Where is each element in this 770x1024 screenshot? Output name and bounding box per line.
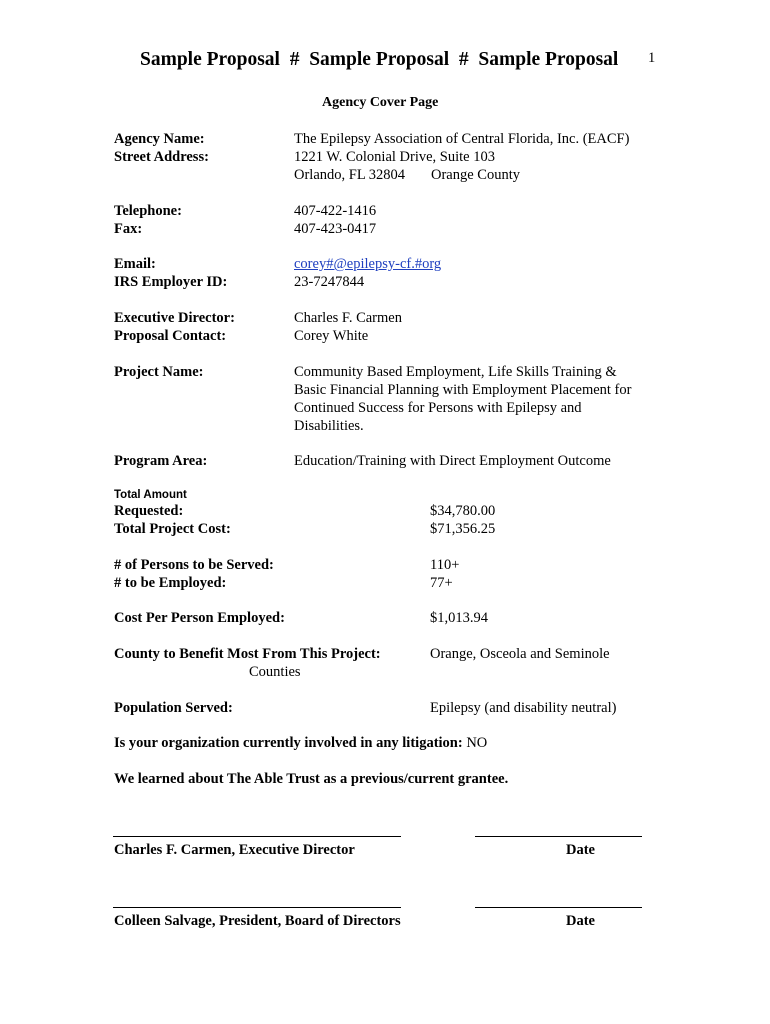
population-served-value: Epilepsy (and disability neutral) <box>430 700 617 716</box>
fax-value: 407-423-0417 <box>294 221 377 237</box>
to-be-employed-label: # to be Employed: <box>114 575 227 591</box>
county-benefit-label: County to Benefit Most From This Project: <box>114 646 381 662</box>
to-be-employed-value: 77+ <box>430 575 453 591</box>
litigation-answer: NO <box>462 735 488 751</box>
fax-label: Fax: <box>114 221 143 237</box>
project-name-line: Community Based Employment, Life Skills Training & <box>294 364 617 380</box>
learned-statement: We learned about The Able Trust as a previous/current grantee. <box>114 771 509 787</box>
project-name-line: Basic Financial Planning with Employment Placement for <box>294 382 632 398</box>
project-name-line: Continued Success for Persons with Epilepsy and <box>294 400 582 416</box>
signature-name: Charles F. Carmen, Executive Director <box>114 842 355 858</box>
requested-value: $34,780.00 <box>430 503 496 519</box>
total-project-cost-label: Total Project Cost: <box>114 521 231 537</box>
cost-per-person-value: $1,013.94 <box>430 610 488 626</box>
total-amount-label: Total Amount <box>114 489 187 501</box>
cost-per-person-label: Cost Per Person Employed: <box>114 610 285 626</box>
proposal-contact-label: Proposal Contact: <box>114 328 227 344</box>
page-title: Sample Proposal # Sample Proposal # Sample Proposal <box>140 49 619 70</box>
email-label: Email: <box>114 256 156 272</box>
county-benefit-value: Orange, Osceola and Seminole <box>430 646 610 662</box>
date-line <box>475 907 642 908</box>
agency-name-value: The Epilepsy Association of Central Florida, Inc. (EACF) <box>294 131 630 147</box>
project-name-label: Project Name: <box>114 364 204 380</box>
litigation-statement <box>114 734 487 752</box>
page-number: 1 <box>648 50 656 66</box>
proposal-contact-value: Corey White <box>294 328 369 344</box>
signature-name: Colleen Salvage, President, Board of Directors <box>114 913 401 929</box>
program-area-value: Education/Training with Direct Employment Outcome <box>294 453 611 469</box>
agency-name-label: Agency Name: <box>114 131 205 147</box>
persons-served-label: # of Persons to be Served: <box>114 557 274 573</box>
signature-line <box>113 907 401 908</box>
project-name-line: Disabilities. <box>294 418 364 434</box>
program-area-label: Program Area: <box>114 453 208 469</box>
population-served-label: Population Served: <box>114 700 233 716</box>
persons-served-value: 110+ <box>430 557 460 573</box>
litigation-question: Is your organization currently involved in any litigation: <box>114 735 463 751</box>
street-address-line2: Orlando, FL 32804 <box>294 167 406 183</box>
irs-id-value: 23-7247844 <box>294 274 365 290</box>
street-address-line1: 1221 W. Colonial Drive, Suite 103 <box>294 149 495 165</box>
street-address-label: Street Address: <box>114 149 209 165</box>
executive-director-label: Executive Director: <box>114 310 235 326</box>
signature-line <box>113 836 401 837</box>
date-label: Date <box>566 913 595 929</box>
county-benefit-value-cont: Counties <box>249 664 301 680</box>
irs-id-label: IRS Employer ID: <box>114 274 228 290</box>
section-title: Agency Cover Page <box>322 95 439 110</box>
requested-label: Requested: <box>114 503 184 519</box>
total-project-cost-value: $71,356.25 <box>430 521 496 537</box>
executive-director-value: Charles F. Carmen <box>294 310 402 326</box>
telephone-label: Telephone: <box>114 203 182 219</box>
date-line <box>475 836 642 837</box>
date-label: Date <box>566 842 595 858</box>
email-link[interactable]: corey#@epilepsy-cf.#org <box>294 256 442 272</box>
telephone-value: 407-422-1416 <box>294 203 377 219</box>
county-value: Orange County <box>431 167 520 183</box>
